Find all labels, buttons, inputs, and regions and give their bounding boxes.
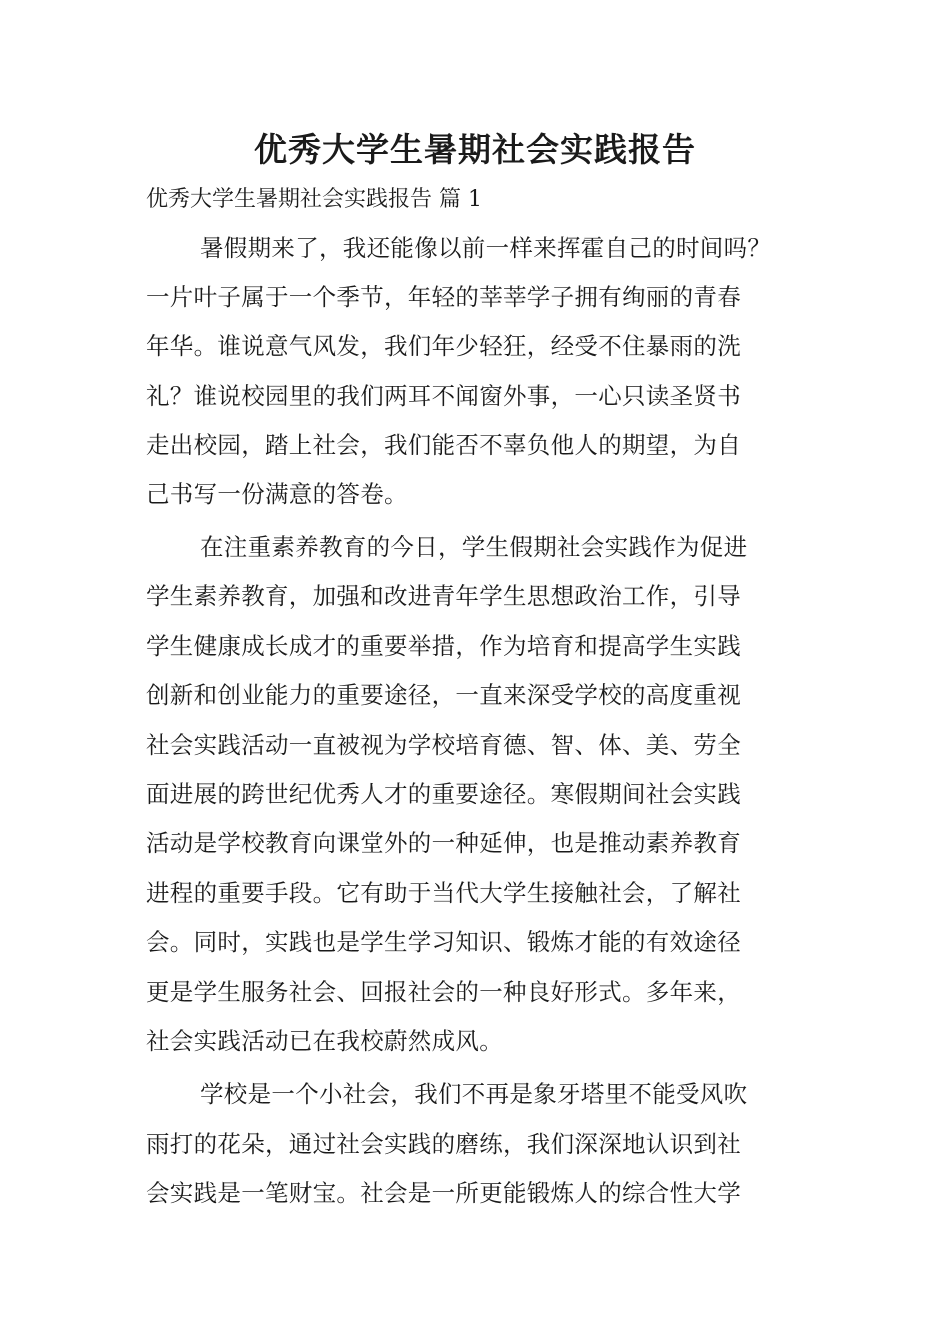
- paragraph-line: 会。同时，实践也是学生学习知识、锻炼才能的有效途径: [146, 928, 741, 956]
- paragraph-line: 学生素养教育，加强和改进青年学生思想政治工作，引导: [146, 582, 741, 610]
- paragraph-line: 社会实践活动一直被视为学校培育德、智、体、美、劳全: [146, 731, 741, 759]
- paragraph-line: 会实践是一笔财宝。社会是一所更能锻炼人的综合性大学: [146, 1179, 741, 1207]
- paragraph-line: 雨打的花朵，通过社会实践的磨练，我们深深地认识到社: [146, 1130, 741, 1158]
- paragraph-line: 社会实践活动已在我校蔚然成风。: [146, 1027, 503, 1055]
- paragraph-line: 更是学生服务社会、回报社会的一种良好形式。多年来，: [146, 978, 741, 1006]
- paragraph-line: 学生健康成长成才的重要举措，作为培育和提高学生实践: [146, 632, 741, 660]
- paragraph-line: 己书写一份满意的答卷。: [146, 480, 408, 508]
- paragraph-line: 面进展的跨世纪优秀人才的重要途径。寒假期间社会实践: [146, 780, 741, 808]
- paragraph-line: 年华。谁说意气风发，我们年少轻狂，经受不住暴雨的洗: [146, 332, 741, 360]
- paragraph-line: 在注重素养教育的今日，学生假期社会实践作为促进: [200, 533, 748, 561]
- paragraph-line: 走出校园，踏上社会，我们能否不辜负他人的期望，为自: [146, 431, 741, 459]
- section-heading: 优秀大学生暑期社会实践报告 篇 1: [146, 187, 482, 212]
- paragraph-line: 学校是一个小社会，我们不再是象牙塔里不能受风吹: [200, 1080, 748, 1108]
- paragraph-line: 礼？谁说校园里的我们两耳不闻窗外事，一心只读圣贤书: [146, 382, 741, 410]
- paragraph-line: 暑假期来了，我还能像以前一样来挥霍自己的时间吗？: [200, 234, 772, 262]
- document-title: 优秀大学生暑期社会实践报告: [254, 130, 696, 169]
- paragraph-line: 活动是学校教育向课堂外的一种延伸，也是推动素养教育: [146, 829, 741, 857]
- paragraph-line: 进程的重要手段。它有助于当代大学生接触社会，了解社: [146, 879, 741, 907]
- paragraph-line: 一片叶子属于一个季节，年轻的莘莘学子拥有绚丽的青春: [146, 283, 741, 311]
- paragraph-line: 创新和创业能力的重要途径，一直来深受学校的高度重视: [146, 681, 741, 709]
